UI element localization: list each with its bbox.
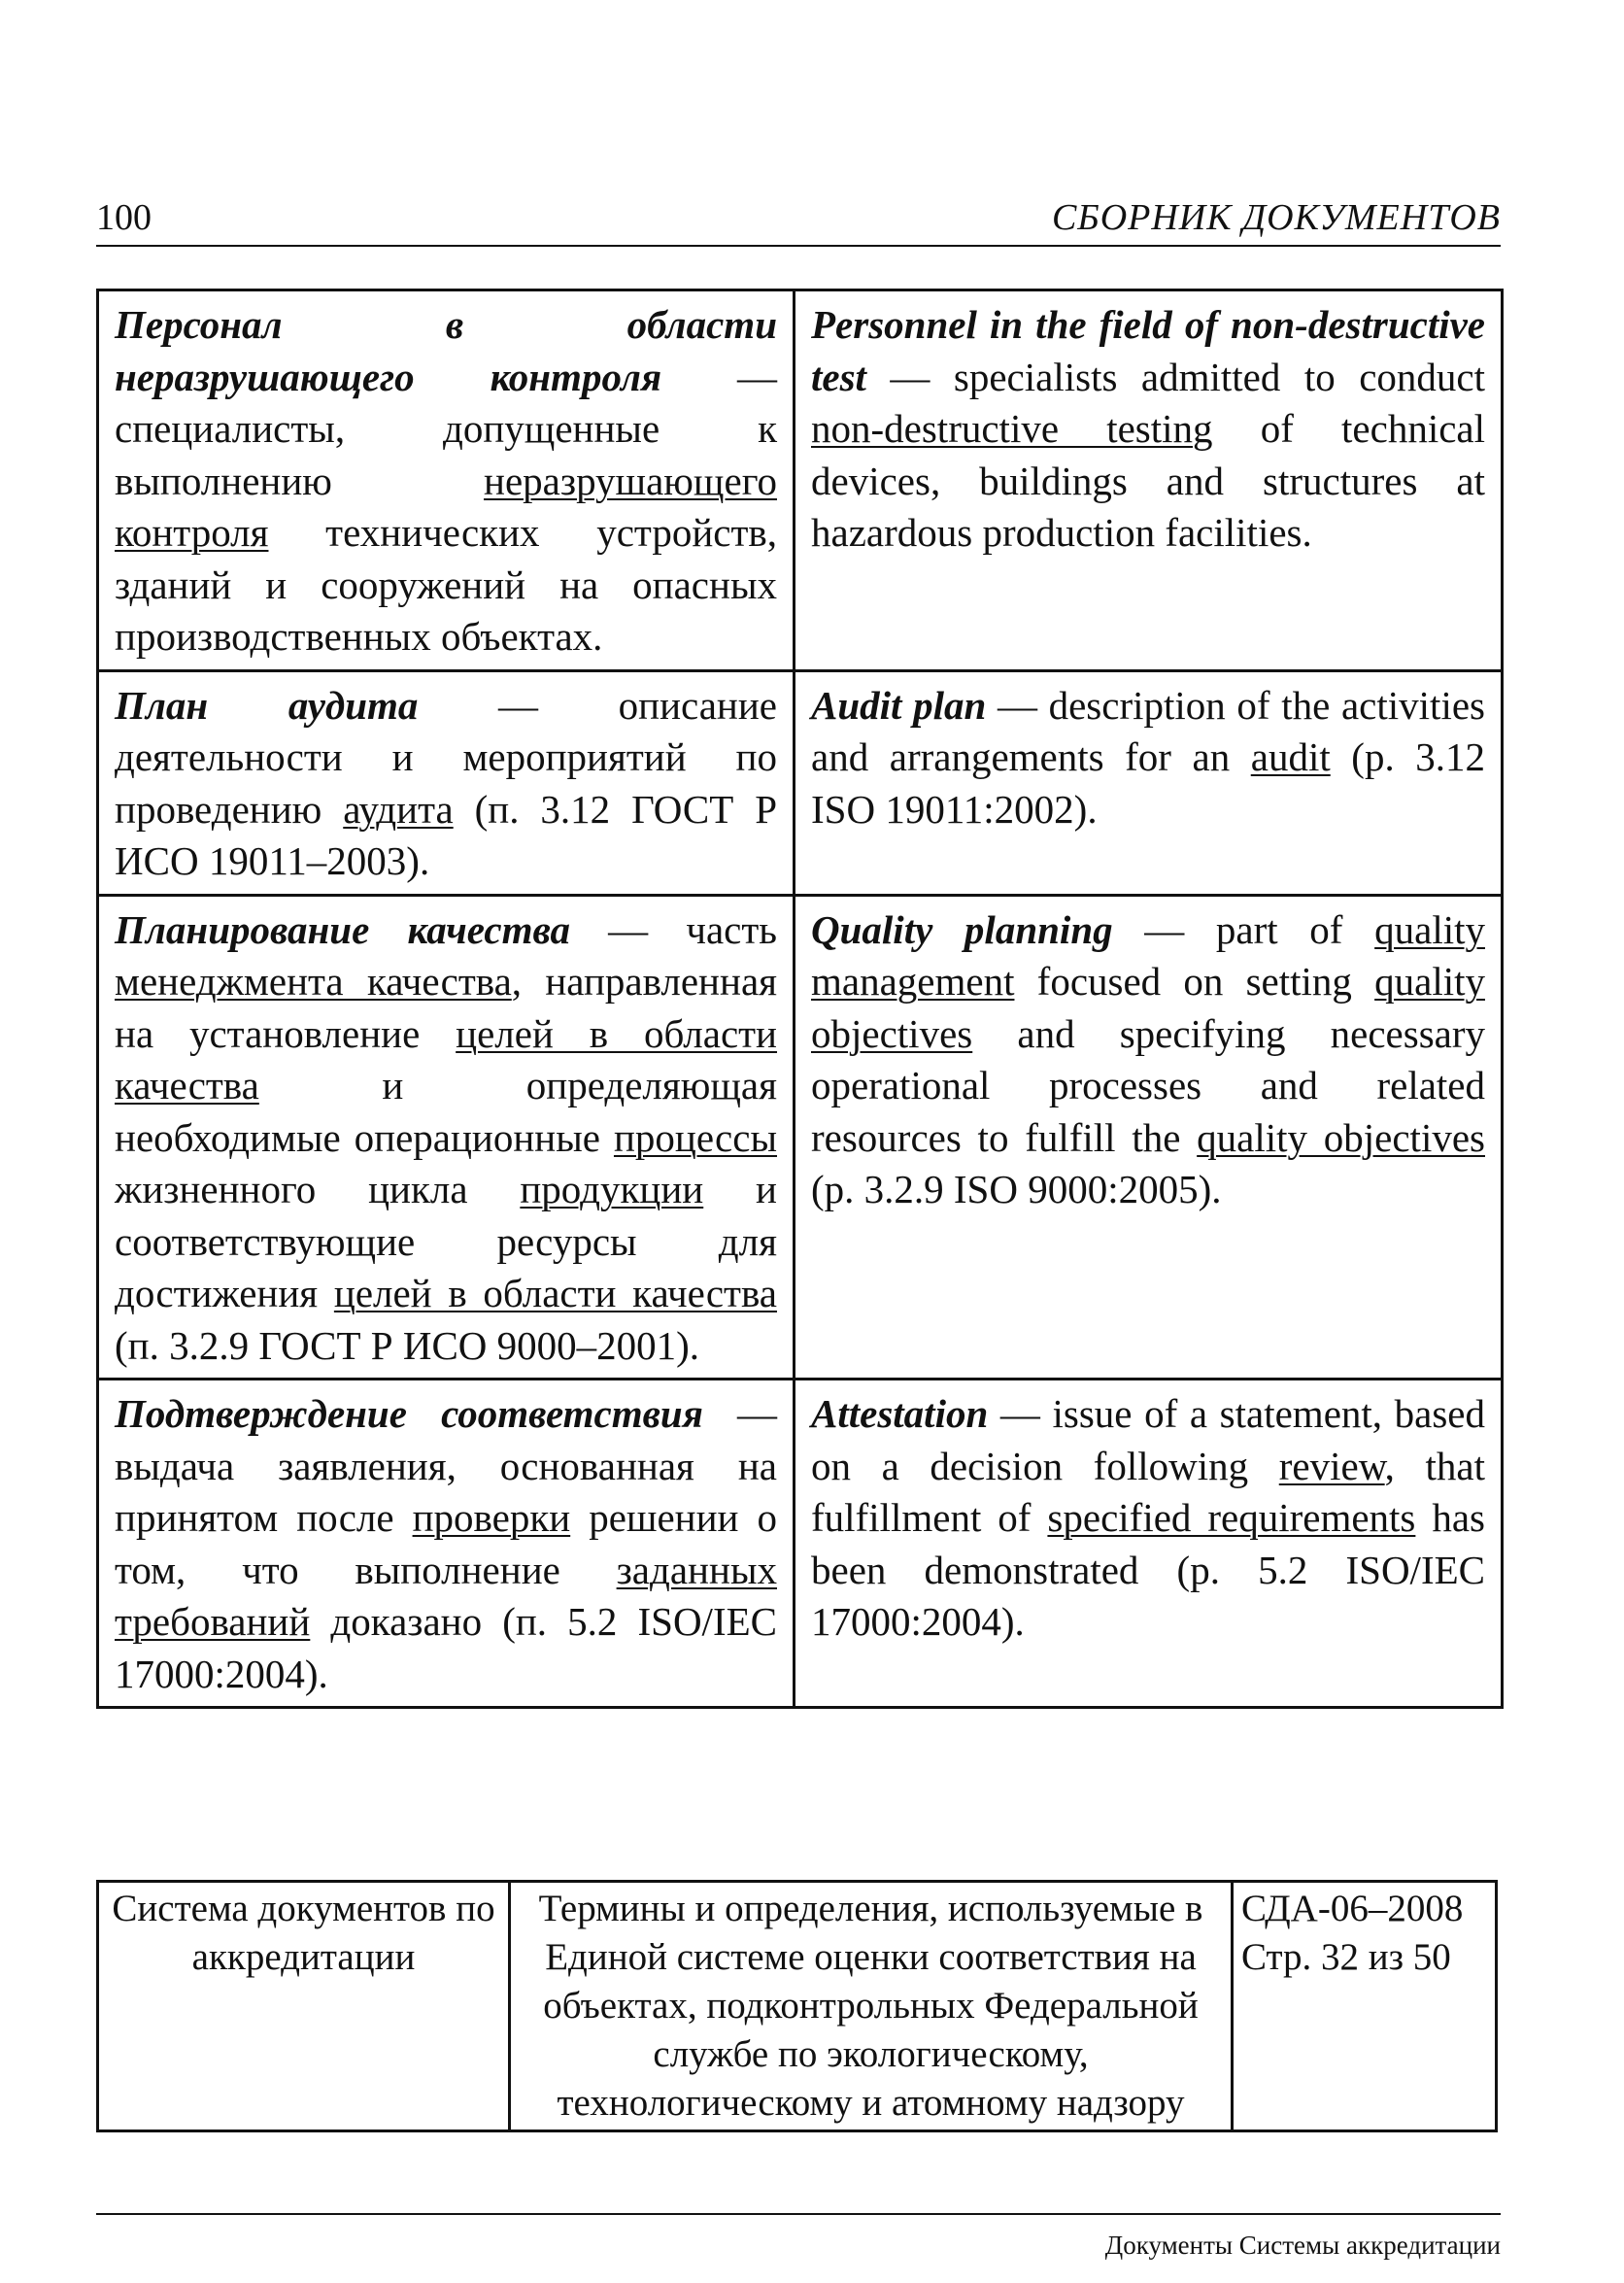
ru-text: специалисты, допущенные к выполнению bbox=[115, 406, 777, 503]
ru-text: часть bbox=[686, 906, 777, 952]
en-text: specialists admitted to conduct bbox=[953, 354, 1486, 399]
ru-term: План аудита bbox=[115, 682, 419, 728]
en-term: Attestation bbox=[811, 1391, 989, 1436]
ru-term-link[interactable]: процессы bbox=[613, 1114, 777, 1160]
ru-text: и определяющая необходимые операционные bbox=[115, 1063, 777, 1160]
ru-term-link[interactable]: целей в области качества bbox=[333, 1271, 777, 1315]
en-text: , that fulfillment of bbox=[811, 1443, 1485, 1540]
ru-separator: — bbox=[418, 682, 619, 728]
ru-text: технических устройств, зданий и сооружений на опасных производственных объектах. bbox=[115, 510, 777, 659]
ru-separator: — bbox=[702, 1391, 777, 1436]
page-counter: Стр. 32 из 50 bbox=[1241, 1936, 1451, 1978]
document-title: Термины и определения, используемые в Единой системе оценки соответствия на объектах, подконтрольных Федеральной службе по экологическому, технологическому и атомному надзору bbox=[510, 1882, 1233, 2131]
ru-term: Подтверждение соответствия bbox=[115, 1391, 703, 1436]
ru-text: описание деятельности и мероприятий по проведению bbox=[115, 682, 777, 832]
en-term-link[interactable]: audit bbox=[1250, 734, 1331, 779]
document-code-cell bbox=[1233, 1882, 1497, 2131]
en-definition-cell bbox=[795, 1380, 1503, 1708]
system-name: Система документов по аккредитации bbox=[98, 1882, 510, 2131]
footer-divider bbox=[96, 2213, 1501, 2215]
en-text: and specifying necessary operational processes and related resources to fulfill the bbox=[811, 1010, 1485, 1160]
en-separator: — bbox=[865, 354, 954, 399]
ru-text: (п. 3.12 ГОСТ Р ИСО 19011–2003). bbox=[115, 786, 777, 883]
ru-separator: — bbox=[570, 906, 687, 952]
en-separator: — bbox=[1112, 906, 1216, 952]
en-term: Quality planning bbox=[811, 906, 1113, 952]
running-footer: Документы Системы аккредитации bbox=[1104, 2231, 1501, 2260]
en-text: focused on setting bbox=[1014, 959, 1375, 1004]
en-text: issue of a statement, based on a decision following bbox=[811, 1391, 1485, 1488]
en-text: description of the activities and arrangements for an bbox=[811, 682, 1485, 779]
table-row bbox=[98, 1380, 1503, 1708]
table-row bbox=[98, 290, 1503, 671]
en-term-link[interactable]: specified requirements bbox=[1047, 1495, 1416, 1540]
ru-text: доказано (п. 5.2 ISO/IEC 17000:2004). bbox=[115, 1599, 777, 1696]
ru-term-link[interactable]: менеджмента качества bbox=[115, 959, 512, 1004]
en-term-link[interactable]: review bbox=[1278, 1443, 1385, 1488]
en-term: Personnel in the field of non-destructive test bbox=[811, 302, 1485, 399]
en-term-link[interactable]: quality management bbox=[811, 906, 1485, 1004]
en-text: (p. 3.2.9 ISO 9000:2005). bbox=[811, 1167, 1222, 1211]
en-text: has been demonstrated (p. 5.2 ISO/IEC 17000:2004). bbox=[811, 1495, 1485, 1644]
ru-term-link[interactable]: целей в области качества bbox=[115, 1010, 778, 1107]
terms-table bbox=[96, 289, 1504, 1709]
ru-definition-cell bbox=[98, 895, 795, 1380]
ru-text: жизненного цикла bbox=[115, 1167, 521, 1211]
en-definition-cell bbox=[795, 290, 1503, 671]
en-term: Audit plan bbox=[811, 682, 987, 728]
en-term-link[interactable]: quality objectives bbox=[811, 959, 1485, 1056]
ru-text: и соответствующие ресурсы для достижения bbox=[115, 1167, 777, 1315]
en-text: part of bbox=[1215, 906, 1375, 952]
page-number: 100 bbox=[96, 197, 152, 238]
ru-definition-cell bbox=[98, 670, 795, 895]
en-term-link[interactable]: quality objectives bbox=[1197, 1114, 1485, 1160]
ru-text: (п. 3.2.9 ГОСТ Р ИСО 9000–2001). bbox=[115, 1322, 700, 1368]
table-row bbox=[98, 670, 1503, 895]
ru-term-link[interactable]: продукции bbox=[520, 1167, 704, 1211]
table-row bbox=[98, 895, 1503, 1380]
ru-term-link[interactable]: заданных требований bbox=[115, 1547, 777, 1644]
document-code: СДА-06–2008 bbox=[1241, 1888, 1464, 1929]
table-row bbox=[98, 1882, 1497, 2131]
running-title: СБОРНИК ДОКУМЕНТОВ bbox=[1051, 197, 1501, 238]
ru-term: Персонал в области неразрушающего контроля bbox=[115, 302, 777, 399]
ru-term-link[interactable]: неразрушающего контроля bbox=[115, 458, 777, 555]
en-definition-cell bbox=[795, 670, 1503, 895]
ru-text: решении о том, что выполнение bbox=[115, 1495, 777, 1592]
en-text: (p. 3.12 ISO 19011:2002). bbox=[811, 734, 1485, 832]
ru-term-link[interactable]: проверки bbox=[412, 1495, 571, 1540]
document-footer-box bbox=[96, 1880, 1498, 2132]
running-header bbox=[96, 194, 1501, 247]
en-separator: — bbox=[986, 682, 1049, 728]
ru-definition-cell bbox=[98, 290, 795, 671]
ru-term-link[interactable]: аудита bbox=[343, 786, 454, 832]
en-term-link[interactable]: non-destructive testing bbox=[811, 406, 1213, 451]
ru-text: , направленная на установление bbox=[115, 959, 777, 1056]
ru-separator: — bbox=[661, 354, 777, 399]
ru-term: Планирование качества bbox=[115, 906, 570, 952]
ru-definition-cell bbox=[98, 1380, 795, 1708]
en-text: of technical devices, buildings and structures at hazardous production facilities. bbox=[811, 406, 1485, 555]
en-definition-cell bbox=[795, 895, 1503, 1380]
en-separator: — bbox=[988, 1391, 1053, 1436]
ru-text: выдача заявления, основанная на принятом после bbox=[115, 1443, 777, 1540]
